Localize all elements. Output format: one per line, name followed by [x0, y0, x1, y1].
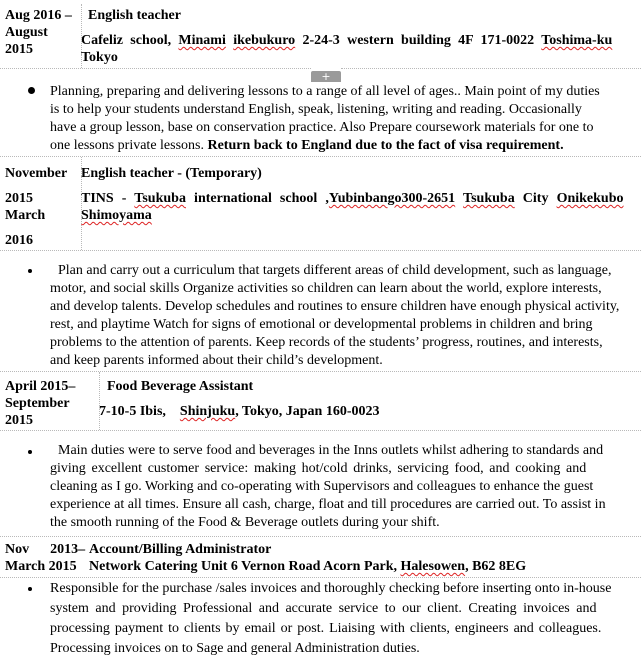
table-add-row-handle[interactable]: +	[311, 71, 341, 82]
job-description: Planning, preparing and delivering lessons to a range of all level of ages.. Main point of my duties is to help your students understand English, speak, listening, writing and reading. Occasionally have a group lesson, base on conservation practice. Also Prepare coursework materials for one to one lessons private lessons. Return back to England due to the fact of visa requirement.	[50, 84, 600, 153]
job-date-to: August	[5, 25, 48, 40]
table-divider	[0, 371, 641, 372]
table-divider	[99, 372, 100, 430]
table-divider	[0, 430, 641, 431]
job-title: Food Beverage Assistant	[107, 379, 254, 394]
job-description: Plan and carry out a curriculum that targets different areas of child development, such as language, motor, and social skills Organize activities so children can learn about the world, explore interests, and develop talents. Develop schedules and routines to ensure children have enough physical activity, rest, and playtime Watch for signs of emotional or developmental problems in children and bring problems to the attention of parents. Keep records of the students’ progress, routines, and interests, and keep parents informed about their child’s development.	[50, 263, 620, 368]
bullet-icon	[28, 587, 32, 591]
table-divider	[0, 68, 311, 69]
table-divider	[81, 157, 82, 250]
job-date-to: March	[5, 208, 46, 223]
job-date-to: March 2015	[5, 559, 77, 574]
job-title: English teacher - (Temporary)	[81, 166, 262, 181]
table-divider	[0, 577, 641, 578]
job-employer: Cafeliz school, Minami ikebukuro 2-24-3 western building 4F 171-0022 Toshima-ku	[81, 33, 613, 48]
table-divider	[81, 4, 82, 68]
job-date-to-year: 2015	[5, 413, 33, 428]
job-date-from: Nov 2013–	[5, 542, 86, 557]
job-employer-line2: Shimoyama	[81, 208, 152, 223]
job-employer: Network Catering Unit 6 Vernon Road Acorn Park, Halesowen, B62 8EG	[89, 559, 527, 574]
table-divider	[0, 250, 641, 251]
table-divider	[0, 156, 641, 157]
table-divider	[341, 68, 641, 69]
job-employer: TINS - Tsukuba international school ,Yubinbango300-2651 Tsukuba City Onikekubo	[81, 191, 624, 206]
job-description: Main duties were to serve food and beverages in the Inns outlets whilst adhering to standards and giving excellent customer service: making hot/cold drinks, servicing food, and cooking and cleaning as I go. Working and co-operating with Supervisors and colleagues to enhance the guest experience at all times. Ensure all cash, charge, float and till procedures are carried out. To assist in the smooth running of the Food & Beverage outlets during your shift.	[50, 443, 606, 530]
job-description: Responsible for the purchase /sales invoices and thoroughly checking before inserting onto in-house system and providing Professional and accurate service to our client. Creating invoices and processing payment to clients by email or post. Liaising with clients, engineers and colleagues. Processing invoices on to Sage and general Administration duties.	[50, 581, 612, 656]
job-date-to-year: 2015	[5, 191, 33, 206]
job-date-to-year: 2015	[5, 42, 33, 57]
job-employer-line2: Tokyo	[81, 50, 118, 65]
job-date-to-year: 2016	[5, 233, 33, 248]
table-divider	[0, 536, 641, 537]
bullet-icon	[28, 269, 32, 273]
job-title: English teacher	[88, 8, 181, 23]
bullet-icon	[28, 87, 35, 94]
job-date-from: April 2015–	[5, 379, 76, 394]
bullet-icon	[28, 450, 32, 454]
job-date-from: Aug 2016 –	[5, 8, 72, 23]
job-title: Account/Billing Administrator	[89, 542, 272, 557]
job-date-from: November	[5, 166, 68, 181]
job-date-to: September	[5, 396, 70, 411]
job-employer: 7-10-5 Ibis, Shinjuku, Tokyo, Japan 160-0023	[99, 404, 380, 419]
